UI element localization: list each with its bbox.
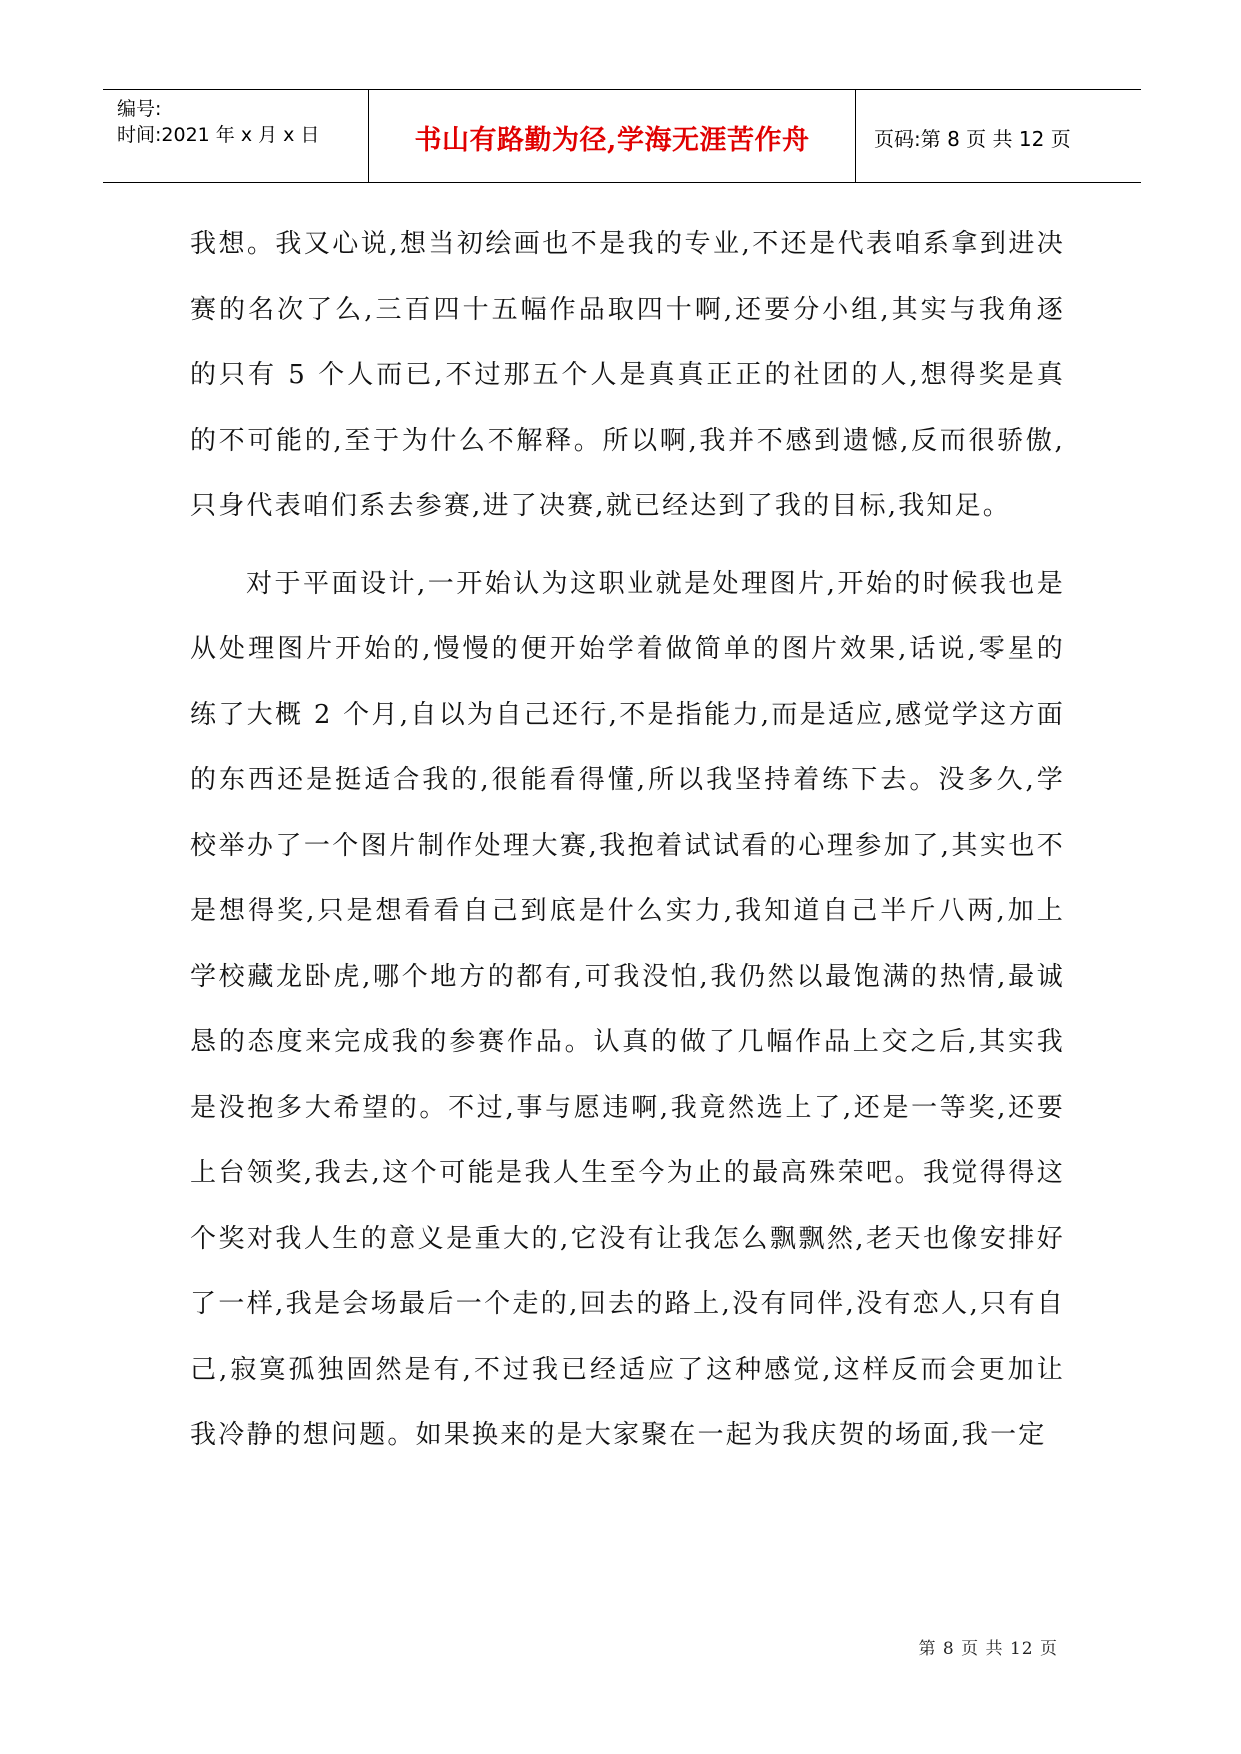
page-footer: 第 8 页 共 12 页 <box>918 1639 1058 1659</box>
paragraph: 对于平面设计,一开始认为这职业就是处理图片,开始的时候我也是从处理图片开始的,慢慢的便开始学着做简单的图片效果,话说,零星的练了大概 2 个月,自以为自己还行,不是指能力,而是适应,感觉学这方面的东西还是挺适合我的,很能看得懂,所以我坚持着练下去。没多久,学校举办了一个图片制作处理大赛,我抱着试试看的心理参加了,其实也不是想得奖,只是想看看自己到底是什么实力,我知道自己半斤八两,加上学校藏龙卧虎,哪个地方的都有,可我没怕,我仍然以最饱满的热情,最诚恳的态度来完成我的参赛作品。认真的做了几幅作品上交之后,其实我是没抱多大希望的。不过,事与愿违啊,我竟然选上了,还是一等奖,还要上台领奖,我去,这个可能是我人生至今为止的最高殊荣吧。我觉得得这个奖对我人生的意义是重大的,它没有让我怎么飘飘然,老天也像安排好了一样,我是会场最后一个走的,回去的路上,没有同伴,没有恋人,只有自己,寂寞孤独固然是有,不过我已经适应了这种感觉,这样反而会更加让我冷静的想问题。如果换来的是大家聚在一起为我庆贺的场面,我一定 <box>190 568 1065 1450</box>
header-meta-cell <box>103 90 369 182</box>
paragraph-spacer <box>190 540 1065 552</box>
header-motto-cell <box>369 90 856 182</box>
paragraph: 我想。我又心说,想当初绘画也不是我的专业,不还是代表咱系拿到进决赛的名次了么,三百四十五幅作品取四十啊,还要分小组,其实与我角逐的只有 5 个人而已,不过那五个人是真真正正的社团的人,想得奖是真的不可能的,至于为什么不解释。所以啊,我并不感到遗憾,反而很骄傲,只身代表咱们系去参赛,进了决赛,就已经达到了我的目标,我知足。 <box>190 229 1065 521</box>
page-header <box>103 89 1141 183</box>
header-page-cell <box>856 90 1141 182</box>
header-page-info: 页码:第 8 页 共 12 页 <box>874 126 1071 151</box>
header-motto: 书山有路勤为径,学海无涯苦作舟 <box>414 124 810 156</box>
document-time-label: 时间:2021 年 x 月 x 日 <box>117 124 320 146</box>
document-number-label: 编号: <box>117 98 162 120</box>
document-body <box>190 212 1065 1469</box>
